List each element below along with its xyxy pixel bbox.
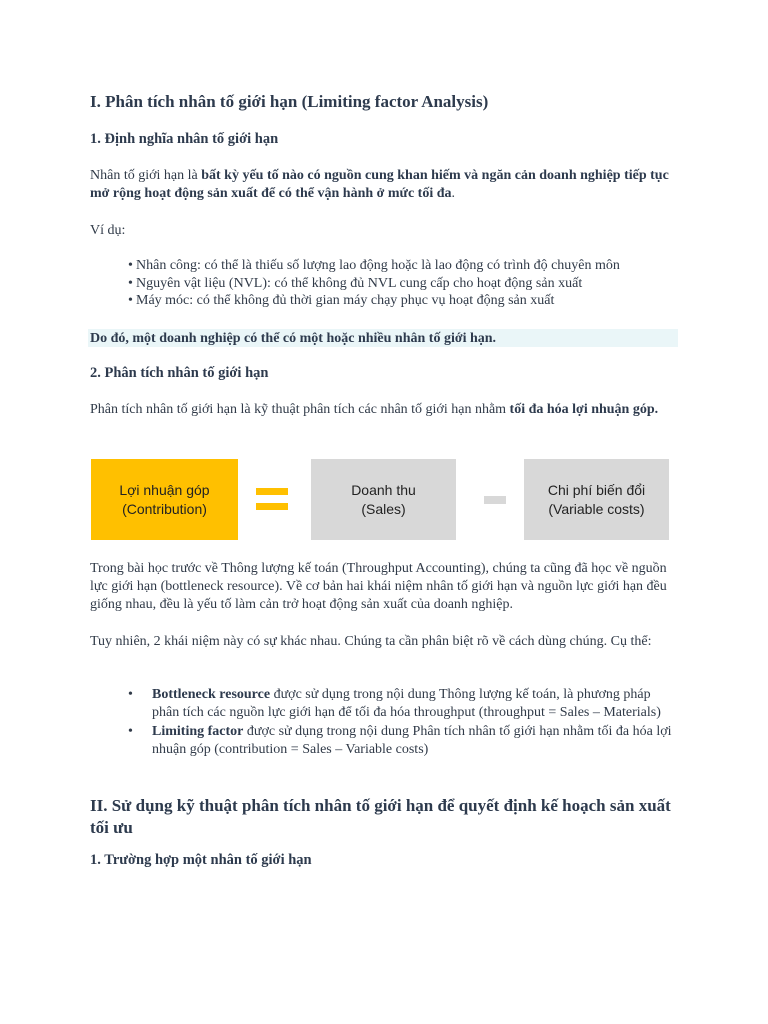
subsection-1-2-heading: 2. Phân tích nhân tố giới hạn: [90, 365, 269, 381]
definition-paragraph: [90, 167, 680, 203]
subsection-2-1-heading: 1. Trường hợp một nhân tố giới hạn: [90, 852, 312, 868]
throughput-paragraph: Trong bài học trước về Thông lượng kế toán (Throughput Accounting), chúng ta cũng đã học về nguồn lực giới hạn (bottleneck resource). Về cơ bản hai khái niệm nhân tố giới hạn và nguồn lực giới hạn đều giống nhau, đều là yếu tố làm cản trở hoạt động sản xuất của doanh nghiệp.: [90, 561, 667, 612]
bullet-icon: •: [128, 275, 133, 291]
definition-bold: bất kỳ yếu tố nào có nguồn cung khan hiếm và ngăn cản doanh nghiệp tiếp tục mở rộng hoạt động sản xuất để có thể vận hành ở mức tối đa: [90, 168, 669, 201]
intro-bold: tối đa hóa lợi nhuận góp.: [509, 402, 659, 417]
bullet-icon: •: [128, 724, 133, 739]
section-2-heading: II. Sử dụng kỹ thuật phân tích nhân tố giới hạn để quyết định kế hoạch sản xuất tối ưu: [90, 796, 671, 837]
list-item: • Nguyên vật liệu (NVL): có thể không đủ NVL cung cấp cho hoạt động sản xuất: [128, 275, 583, 291]
comparison-list: [128, 686, 676, 760]
definition-prefix: Nhân tố giới hạn là: [90, 168, 202, 183]
contribution-box: Lợi nhuận góp (Contribution): [91, 459, 238, 540]
list-item: • Máy móc: có thể không đủ thời gian máy chạy phục vụ hoạt động sản xuất: [128, 293, 555, 308]
bullet-icon: •: [128, 293, 133, 308]
minus-icon: [484, 496, 506, 504]
bullet-icon: •: [128, 687, 133, 702]
bullet-icon: •: [128, 258, 133, 273]
subsection-1-1-heading: 1. Định nghĩa nhân tố giới hạn: [90, 131, 279, 147]
highlight-callout: [88, 329, 678, 347]
section-1-heading: I. Phân tích nhân tố giới hạn (Limiting factor Analysis): [90, 92, 489, 111]
analysis-intro-paragraph: Phân tích nhân tố giới hạn là kỹ thuật phân tích các nhân tố giới hạn nhằm tối đa hóa lợi nhuận góp.: [90, 402, 659, 417]
example-label: Ví dụ:: [90, 223, 126, 238]
variable-costs-box: Chi phí biến đổi (Variable costs): [524, 459, 669, 540]
list-item: • Limiting factor được sử dụng trong nội dung Phân tích nhân tố giới hạn nhằm tối đa hóa lợi nhuận góp (contribution = Sales – Variable costs): [128, 724, 672, 757]
example-list: [128, 257, 683, 310]
list-item: • Nhân công: có thể là thiếu số lượng lao động hoặc là lao động có trình độ chuyên môn: [128, 258, 620, 273]
equals-icon: [256, 488, 288, 512]
sales-box: Doanh thu (Sales): [311, 459, 456, 540]
definition-suffix: .: [451, 186, 456, 201]
list-item: • Bottleneck resource được sử dụng trong nội dung Thông lượng kế toán, là phương pháp phân tích các nguồn lực giới hạn để tối đa hóa throughput (throughput = Sales – Materials): [128, 687, 661, 720]
highlight-text: Do đó, một doanh nghiệp có thể có một hoặc nhiều nhân tố giới hạn.: [90, 331, 497, 346]
difference-paragraph: Tuy nhiên, 2 khái niệm này có sự khác nhau. Chúng ta cần phân biệt rõ về cách dùng chúng. Cụ thể:: [90, 634, 652, 649]
